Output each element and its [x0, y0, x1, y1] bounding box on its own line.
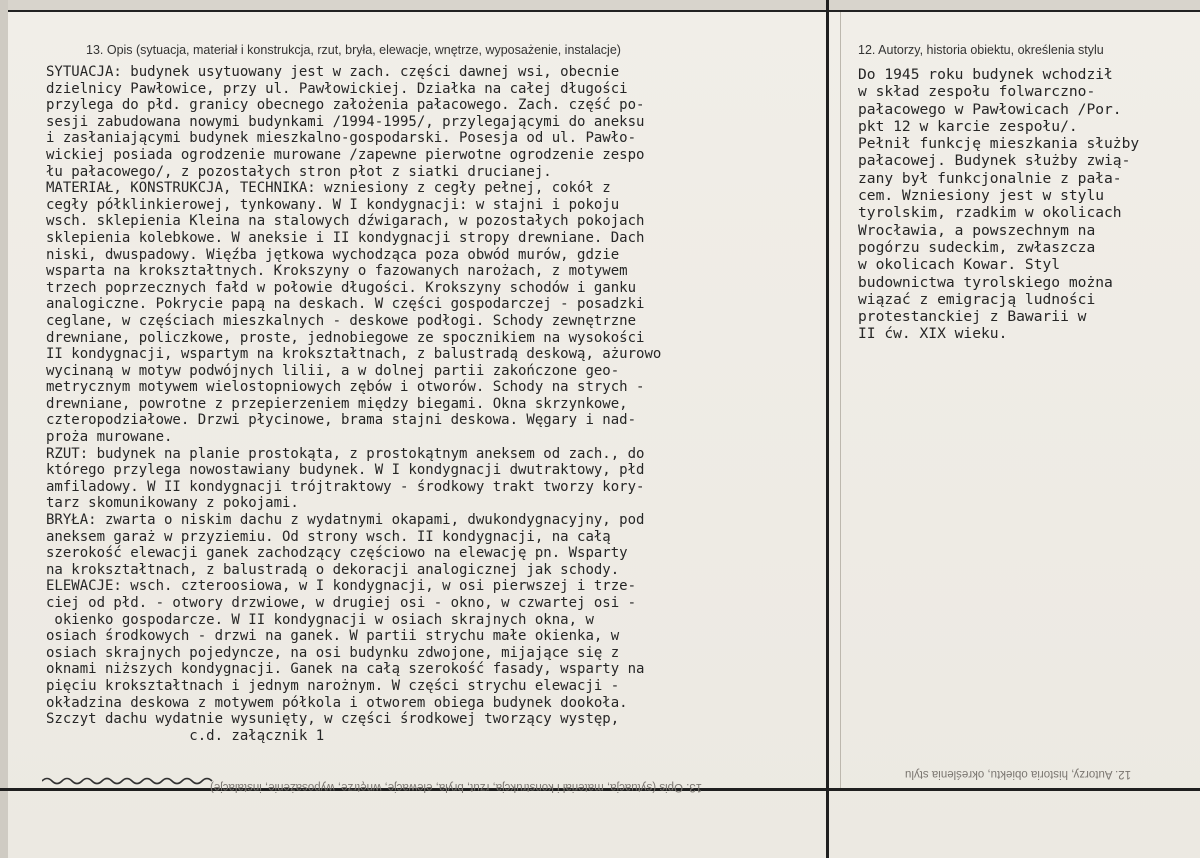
text-line: wycinaną w motyw podwójnych lilii, a w dolnej partii zakończone geo-: [46, 362, 620, 379]
column-divider-thin: [840, 12, 841, 788]
text-line: budownictwa tyrolskiego można: [858, 273, 1113, 291]
text-line: osiach środkowych - drzwi na ganek. W partii strychu małe okienka, w: [46, 628, 620, 645]
text-line: sesji zabudowana nowymi budynkami /1994-1995/, przylegającymi do aneksu: [46, 113, 645, 130]
text-line: wsch. sklepienia Kleina na stalowych dźwigarach, w pozostałych pokojach: [46, 213, 645, 230]
text-line: Do 1945 roku budynek wchodził: [858, 66, 1113, 83]
top-border: [0, 0, 1200, 12]
text-line: szerokość elewacji ganek zachodzący częściowo na elewację pn. Wsparty: [46, 545, 628, 562]
text-line: aneksem garaż w przyziemiu. Od strony wsch. II kondygnacji, na całą: [46, 528, 611, 545]
history-text: [858, 66, 1193, 343]
text-line: II ćw. XIX wieku.: [858, 325, 1008, 343]
text-line: oknami niższych kondygnacji. Ganek na całą szerokość fasady, wsparty na: [46, 661, 645, 678]
text-line: zany był funkcjonalnie z pała-: [858, 169, 1122, 187]
text-line: wiązać z emigracją ludności: [858, 290, 1096, 308]
mirrored-header-right: 12. Autorzy, historia obiektu, określenia stylu: [905, 768, 1132, 780]
description-text: [46, 64, 821, 744]
text-line: wsparta na krokształtnych. Krokszyny o fazowanych narożach, z motywem: [46, 263, 628, 280]
text-line: niski, dwuspadowy. Więźba jętkowa wychodząca poza obwód murów, gdzie: [46, 246, 620, 263]
left-edge: [0, 0, 8, 858]
text-line: c.d. załącznik 1: [46, 727, 325, 744]
text-line: protestanckiej z Bawarii w: [858, 308, 1087, 326]
text-line: którego przylega nowostawiany budynek. W I kondygnacji dwutraktowy, płd: [46, 462, 645, 479]
text-line: ELEWACJE: wsch. czteroosiowa, w I kondygnacji, w osi pierwszej i trze-: [46, 578, 637, 595]
text-line: okładzina deskowa z motywem półkola i otworem obiega budynek dookoła.: [46, 694, 628, 711]
text-line: Pełnił funkcję mieszkania służby: [858, 135, 1140, 153]
text-line: ceglane, w częściach mieszkalnych - deskowe podłogi. Schody zewnętrzne: [46, 312, 637, 329]
text-line: na krokształtnach, z balustradą o dekoracji analogicznej jak schody.: [46, 561, 620, 578]
text-line: BRYŁA: zwarta o niskim dachu z wydatnymi okapami, dwukondygnacyjny, pod: [46, 512, 645, 529]
text-line: sklepienia kolebkowe. W aneksie i II kondygnacji stropy drewniane. Dach: [46, 229, 645, 246]
text-line: pogórzu sudeckim, zwłaszcza: [858, 238, 1096, 256]
text-line: drewniane, powrotne z przepierzeniem między biegami. Okna skrzynkowe,: [46, 395, 628, 412]
text-line: proża murowane.: [46, 429, 173, 446]
text-line: przylega do płd. granicy obecnego założenia pałacowego. Zach. część po-: [46, 97, 645, 114]
text-line: SYTUACJA: budynek usytuowany jest w zach. części dawnej wsi, obecnie: [46, 64, 620, 80]
text-line: czteropodziałowe. Drzwi płycinowe, brama stajni deskowa. Węgary i nad-: [46, 412, 637, 429]
text-line: pięciu krokształtnach i jednym narożnym. W części strychu elewacji -: [46, 677, 620, 694]
header-history: 12. Autorzy, historia obiektu, określenia stylu: [858, 43, 1104, 57]
text-line: łu pałacowego/, z pozostałych stron płot z siatki drucianej.: [46, 163, 552, 180]
text-line: w okolicach Kowar. Styl: [858, 256, 1061, 274]
header-description: 13. Opis (sytuacja, materiał i konstrukcja, rzut, bryła, elewacje, wnętrze, wyposażenie, instalacje): [86, 43, 621, 57]
text-line: pałacowej. Budynek służby zwią-: [858, 152, 1131, 170]
wavy-scribble: [42, 776, 217, 786]
text-line: cegły półklinkierowej, tynkowany. W I kondygnacji: w stajni i pokoju: [46, 196, 620, 213]
text-line: drewniane, policzkowe, proste, jednobiegowe ze spocznikiem na wysokości: [46, 329, 645, 346]
text-line: wickiej posiada ogrodzenie murowane /zapewne pierwotne ogrodzenie zespo: [46, 146, 645, 163]
text-line: ciej od płd. - otwory drzwiowe, w drugiej osi - okno, w czwartej osi -: [46, 595, 637, 611]
text-line: MATERIAŁ, KONSTRUKCJA, TECHNIKA: wzniesiony z cegły pełnej, cokół z: [46, 180, 611, 197]
text-line: osiach skrajnych pojedyncze, na osi budynku zdwojone, mijające się z: [46, 644, 620, 661]
text-line: amfiladowy. W II kondygnacji trójtraktowy - środkowy trakt tworzy kory-: [46, 478, 645, 495]
text-line: metrycznym motywem wielostopniowych zębów i otworów. Schody na strych -: [46, 379, 645, 396]
text-line: okienko gospodarcze. W II kondygnacji w osiach skrajnych okna, w: [46, 611, 594, 628]
text-line: pkt 12 w karcie zespołu/.: [858, 117, 1078, 135]
text-line: trzech poprzecznych fałd w połowie długości. Krokszyny schodów i ganku: [46, 279, 637, 296]
mirrored-header-left: 13. Opis (sytuacja, materiał i konstrukcja, rzut, bryła, elewacje, wnętrze, wyposażenie, instalacje): [210, 781, 703, 793]
column-divider: [826, 0, 829, 858]
text-line: w skład zespołu folwarczno-: [858, 83, 1096, 101]
text-line: cem. Wzniesiony jest w stylu: [858, 187, 1105, 205]
text-line: Wrocławia, a powszechnym na: [858, 221, 1096, 239]
text-line: tarz skomunikowany z pokojami.: [46, 495, 299, 512]
text-line: Szczyt dachu wydatnie wysunięty, w części środkowej tworzący występ,: [46, 711, 620, 728]
text-line: analogiczne. Pokrycie papą na deskach. W części gospodarczej - posadzki: [46, 296, 645, 313]
text-line: II kondygnacji, wspartym na krokształtnach, z balustradą deskową, ażurowo: [46, 346, 662, 363]
text-line: i zasłaniającymi budynek mieszkalno-gospodarski. Posesja od ul. Pawło-: [46, 130, 637, 147]
text-line: RZUT: budynek na planie prostokąta, z prostokątnym aneksem od zach., do: [46, 445, 645, 462]
text-line: tyrolskim, rzadkim w okolicach: [858, 204, 1122, 222]
text-line: dzielnicy Pawłowice, przy ul. Pawłowickiej. Działka na całej długości: [46, 80, 628, 97]
text-line: pałacowego w Pawłowicach /Por.: [858, 100, 1122, 118]
